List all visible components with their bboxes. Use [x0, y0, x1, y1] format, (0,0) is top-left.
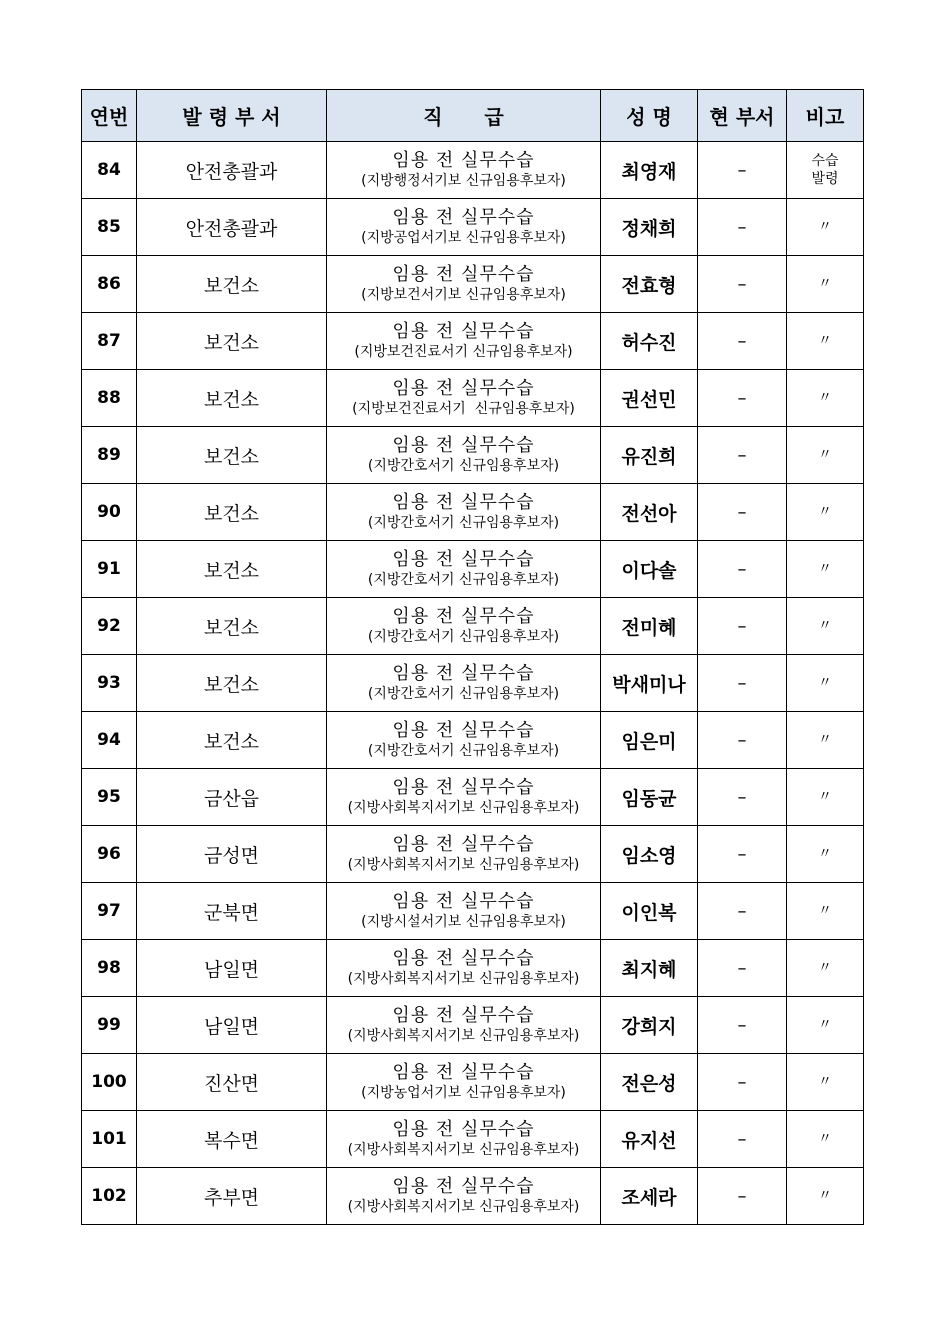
row-department: 남일면	[137, 940, 327, 997]
row-grade-title: 임용 전 실무수습	[392, 207, 535, 228]
row-name: 전선아	[601, 484, 698, 541]
row-note: 〃	[787, 256, 864, 313]
row-grade-detail: (지방사회복지서기보 신규임용후보자)	[347, 857, 580, 873]
row-note: 〃	[787, 1168, 864, 1225]
row-note: 〃	[787, 1111, 864, 1168]
row-note: 〃	[787, 313, 864, 370]
row-grade	[327, 370, 601, 427]
row-note: 〃	[787, 199, 864, 256]
row-grade-title: 임용 전 실무수습	[392, 1005, 535, 1026]
row-grade	[327, 883, 601, 940]
table-row	[82, 313, 864, 370]
row-department: 추부면	[137, 1168, 327, 1225]
row-name: 강희지	[601, 997, 698, 1054]
row-grade-title: 임용 전 실무수습	[392, 663, 535, 684]
table-row	[82, 598, 864, 655]
row-current-dept: –	[698, 1111, 787, 1168]
row-name: 임소영	[601, 826, 698, 883]
header-note: 비고	[787, 90, 864, 142]
row-name: 전은성	[601, 1054, 698, 1111]
row-note: 〃	[787, 769, 864, 826]
table-row	[82, 883, 864, 940]
row-department: 보건소	[137, 427, 327, 484]
row-grade	[327, 256, 601, 313]
row-grade-title: 임용 전 실무수습	[392, 378, 535, 399]
table-row	[82, 370, 864, 427]
table-row	[82, 1111, 864, 1168]
row-department: 보건소	[137, 256, 327, 313]
row-name: 임은미	[601, 712, 698, 769]
row-current-dept: –	[698, 940, 787, 997]
row-number: 100	[82, 1054, 137, 1111]
row-current-dept: –	[698, 769, 787, 826]
row-note: 〃	[787, 940, 864, 997]
row-grade-title: 임용 전 실무수습	[392, 948, 535, 969]
row-number: 86	[82, 256, 137, 313]
row-number: 91	[82, 541, 137, 598]
row-grade-detail: (지방사회복지서기보 신규임용후보자)	[347, 1142, 580, 1158]
row-department: 안전총괄과	[137, 199, 327, 256]
row-department: 진산면	[137, 1054, 327, 1111]
row-grade-title: 임용 전 실무수습	[392, 1176, 535, 1197]
row-grade	[327, 1168, 601, 1225]
row-current-dept: –	[698, 598, 787, 655]
row-name: 조세라	[601, 1168, 698, 1225]
table-row	[82, 655, 864, 712]
row-grade-detail: (지방보건진료서기 신규임용후보자)	[354, 344, 573, 360]
row-grade-title: 임용 전 실무수습	[392, 891, 535, 912]
row-number: 85	[82, 199, 137, 256]
row-current-dept: –	[698, 541, 787, 598]
row-current-dept: –	[698, 1168, 787, 1225]
row-grade-detail: (지방공업서기보 신규임용후보자)	[361, 230, 566, 246]
table-row	[82, 199, 864, 256]
row-name: 유지선	[601, 1111, 698, 1168]
row-grade	[327, 655, 601, 712]
row-department: 보건소	[137, 655, 327, 712]
row-grade-detail: (지방간호서기 신규임용후보자)	[367, 743, 560, 759]
row-current-dept: –	[698, 997, 787, 1054]
row-name: 임동균	[601, 769, 698, 826]
row-grade-title: 임용 전 실무수습	[392, 777, 535, 798]
row-current-dept: –	[698, 199, 787, 256]
row-name: 박새미나	[601, 655, 698, 712]
row-grade	[327, 541, 601, 598]
row-current-dept: –	[698, 1054, 787, 1111]
row-name: 이다솔	[601, 541, 698, 598]
row-grade-detail: (지방보건서기보 신규임용후보자)	[361, 287, 566, 303]
row-name: 권선민	[601, 370, 698, 427]
row-department: 보건소	[137, 712, 327, 769]
header-name: 성 명	[601, 90, 698, 142]
table-row	[82, 826, 864, 883]
row-name: 유진희	[601, 427, 698, 484]
row-grade-detail: (지방간호서기 신규임용후보자)	[367, 629, 560, 645]
row-number: 93	[82, 655, 137, 712]
row-current-dept: –	[698, 370, 787, 427]
row-grade	[327, 313, 601, 370]
row-grade-detail: (지방간호서기 신규임용후보자)	[367, 458, 560, 474]
row-current-dept: –	[698, 256, 787, 313]
row-name: 최영재	[601, 142, 698, 199]
row-number: 94	[82, 712, 137, 769]
row-number: 90	[82, 484, 137, 541]
row-name: 정채희	[601, 199, 698, 256]
row-grade-detail: (지방행정서기보 신규임용후보자)	[361, 173, 566, 189]
row-name: 전미혜	[601, 598, 698, 655]
row-grade-title: 임용 전 실무수습	[392, 264, 535, 285]
row-number: 87	[82, 313, 137, 370]
row-current-dept: –	[698, 655, 787, 712]
row-note: 〃	[787, 427, 864, 484]
row-grade	[327, 484, 601, 541]
row-grade-detail: (지방간호서기 신규임용후보자)	[367, 686, 560, 702]
row-grade-detail: (지방사회복지서기보 신규임용후보자)	[347, 971, 580, 987]
header-dept: 발 령 부 서	[137, 90, 327, 142]
row-department: 안전총괄과	[137, 142, 327, 199]
row-department: 금산읍	[137, 769, 327, 826]
table-row	[82, 484, 864, 541]
row-department: 남일면	[137, 997, 327, 1054]
row-grade-detail: (지방사회복지서기보 신규임용후보자)	[347, 800, 580, 816]
row-grade-title: 임용 전 실무수습	[392, 492, 535, 513]
row-grade	[327, 826, 601, 883]
row-name: 허수진	[601, 313, 698, 370]
row-grade	[327, 142, 601, 199]
row-grade-title: 임용 전 실무수습	[392, 150, 535, 171]
row-grade-detail: (지방시설서기보 신규임용후보자)	[361, 914, 566, 930]
row-number: 102	[82, 1168, 137, 1225]
row-number: 96	[82, 826, 137, 883]
row-grade-title: 임용 전 실무수습	[392, 321, 535, 342]
row-number: 99	[82, 997, 137, 1054]
row-grade-detail: (지방보건진료서기 신규임용후보자)	[352, 401, 575, 417]
header-grade: 직 급	[327, 90, 601, 142]
row-note: 〃	[787, 883, 864, 940]
row-note: 〃	[787, 370, 864, 427]
row-grade-title: 임용 전 실무수습	[392, 549, 535, 570]
row-grade	[327, 997, 601, 1054]
row-current-dept: –	[698, 313, 787, 370]
row-note: 〃	[787, 484, 864, 541]
row-number: 84	[82, 142, 137, 199]
row-note: 〃	[787, 1054, 864, 1111]
row-grade	[327, 1111, 601, 1168]
row-grade-title: 임용 전 실무수습	[392, 606, 535, 627]
row-name: 최지혜	[601, 940, 698, 997]
row-note: 수습 발령	[787, 142, 864, 199]
row-department: 금성면	[137, 826, 327, 883]
row-number: 89	[82, 427, 137, 484]
table-row	[82, 769, 864, 826]
row-department: 보건소	[137, 541, 327, 598]
appointment-table	[81, 89, 864, 1225]
header-current: 현 부서	[698, 90, 787, 142]
row-number: 92	[82, 598, 137, 655]
row-number: 88	[82, 370, 137, 427]
row-department: 보건소	[137, 370, 327, 427]
row-grade-title: 임용 전 실무수습	[392, 1119, 535, 1140]
row-current-dept: –	[698, 883, 787, 940]
header-no: 연번	[82, 90, 137, 142]
row-current-dept: –	[698, 712, 787, 769]
row-grade-detail: (지방간호서기 신규임용후보자)	[367, 572, 560, 588]
table-row	[82, 940, 864, 997]
table-row	[82, 541, 864, 598]
row-note: 〃	[787, 541, 864, 598]
row-department: 군북면	[137, 883, 327, 940]
row-current-dept: –	[698, 826, 787, 883]
row-note: 〃	[787, 997, 864, 1054]
row-department: 보건소	[137, 484, 327, 541]
row-grade-title: 임용 전 실무수습	[392, 720, 535, 741]
row-grade	[327, 712, 601, 769]
row-number: 101	[82, 1111, 137, 1168]
row-grade	[327, 1054, 601, 1111]
table-row	[82, 1168, 864, 1225]
row-grade	[327, 199, 601, 256]
row-grade-detail: (지방사회복지서기보 신규임용후보자)	[347, 1028, 580, 1044]
table-body	[82, 142, 864, 1225]
table-row	[82, 1054, 864, 1111]
row-grade-title: 임용 전 실무수습	[392, 834, 535, 855]
row-grade-detail: (지방농업서기보 신규임용후보자)	[361, 1085, 566, 1101]
row-grade-title: 임용 전 실무수습	[392, 1062, 535, 1083]
row-grade	[327, 769, 601, 826]
row-number: 95	[82, 769, 137, 826]
header-row	[82, 90, 864, 142]
table-row	[82, 427, 864, 484]
table-row	[82, 142, 864, 199]
row-note: 〃	[787, 655, 864, 712]
row-grade-title: 임용 전 실무수습	[392, 435, 535, 456]
row-current-dept: –	[698, 142, 787, 199]
row-grade-detail: (지방간호서기 신규임용후보자)	[367, 515, 560, 531]
row-grade	[327, 598, 601, 655]
row-note: 〃	[787, 712, 864, 769]
row-grade-detail: (지방사회복지서기보 신규임용후보자)	[347, 1199, 580, 1215]
row-current-dept: –	[698, 427, 787, 484]
row-current-dept: –	[698, 484, 787, 541]
table-header	[82, 90, 864, 142]
row-number: 98	[82, 940, 137, 997]
row-department: 복수면	[137, 1111, 327, 1168]
table-row	[82, 712, 864, 769]
row-department: 보건소	[137, 313, 327, 370]
table-row	[82, 256, 864, 313]
row-grade	[327, 940, 601, 997]
row-number: 97	[82, 883, 137, 940]
table-row	[82, 997, 864, 1054]
row-grade	[327, 427, 601, 484]
row-name: 이인복	[601, 883, 698, 940]
row-note: 〃	[787, 826, 864, 883]
row-note: 〃	[787, 598, 864, 655]
row-department: 보건소	[137, 598, 327, 655]
row-name: 전효형	[601, 256, 698, 313]
